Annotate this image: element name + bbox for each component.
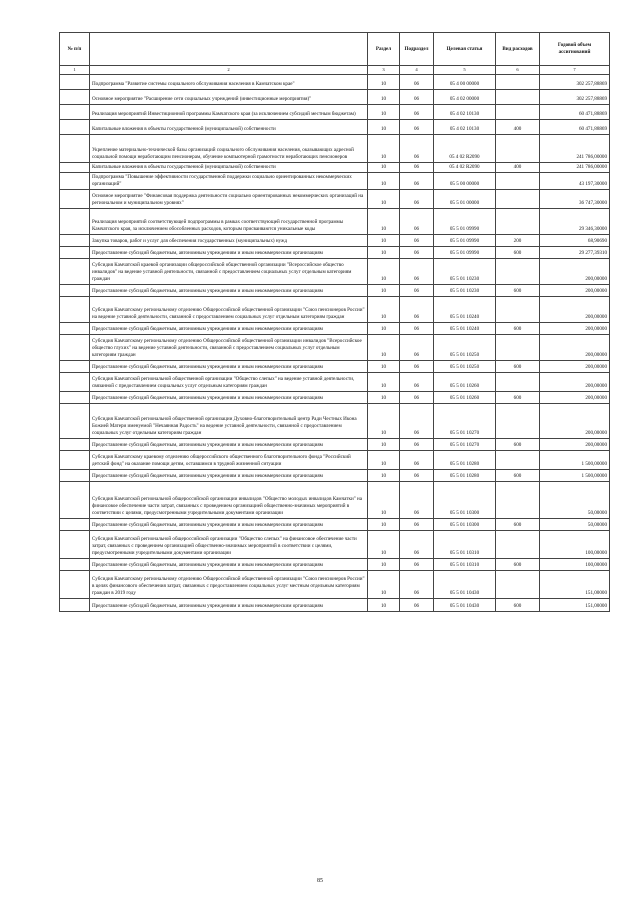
row-kind: 200 xyxy=(496,235,540,247)
row-target: 05 5 01 00000 xyxy=(434,190,496,209)
row-section: 10 xyxy=(368,559,400,571)
row-amount: 302 257,88869 xyxy=(540,90,610,105)
row-number xyxy=(60,361,90,373)
row-section: 10 xyxy=(368,190,400,209)
row-section: 10 xyxy=(368,531,400,559)
row-name: Предоставление субсидий бюджетным, автономным учреждениям и иным некоммерческим организациям xyxy=(90,470,368,482)
row-subsection: 06 xyxy=(400,90,434,105)
table-row xyxy=(60,285,610,297)
row-kind xyxy=(496,335,540,361)
row-subsection: 06 xyxy=(400,323,434,335)
row-number xyxy=(60,323,90,335)
row-amount: 200,00000 xyxy=(540,297,610,323)
row-number xyxy=(60,470,90,482)
table-row xyxy=(60,135,610,163)
row-name: Подпрограмма "Развитие системы социального обслуживания населения в Камчатском крае" xyxy=(90,75,368,90)
row-section: 10 xyxy=(368,323,400,335)
header-cell: Раздел xyxy=(368,33,400,66)
row-amount: 200,00000 xyxy=(540,392,610,404)
table-row xyxy=(60,173,610,190)
row-subsection: 06 xyxy=(400,190,434,209)
row-target: 05 5 01 09990 xyxy=(434,235,496,247)
row-amount: 60 471,88869 xyxy=(540,120,610,135)
row-kind: 600 xyxy=(496,247,540,259)
row-section: 10 xyxy=(368,90,400,105)
row-number xyxy=(60,285,90,297)
page-number: 85 xyxy=(317,878,323,884)
column-number: 7 xyxy=(540,66,610,75)
column-number: 5 xyxy=(434,66,496,75)
row-name: Предоставление субсидий бюджетным, автономным учреждениям и иным некоммерческим организациям xyxy=(90,247,368,259)
row-kind xyxy=(496,259,540,285)
table-row xyxy=(60,571,610,599)
row-target: 05 4 02 R2090 xyxy=(434,163,496,173)
table-body xyxy=(60,75,610,612)
row-kind xyxy=(496,190,540,209)
row-kind xyxy=(496,90,540,105)
row-target: 05 5 00 00000 xyxy=(434,173,496,190)
row-name: Капитальные вложения в объекты государственной (муниципальной) собственности xyxy=(90,120,368,135)
row-name: Укрепление материально-технической базы организаций социального обслуживания населения, оказывающих адресной социальной помощи неработающим пенсионерам, обучение компьютерной грамотности неработающих пенсионеров xyxy=(90,135,368,163)
row-number xyxy=(60,190,90,209)
row-number xyxy=(60,120,90,135)
row-amount: 68,90690 xyxy=(540,235,610,247)
row-name: Предоставление субсидий бюджетным, автономным учреждениям и иным некоммерческим организациям xyxy=(90,361,368,373)
row-number xyxy=(60,519,90,531)
row-section: 10 xyxy=(368,335,400,361)
row-section: 10 xyxy=(368,599,400,612)
row-kind: 600 xyxy=(496,285,540,297)
row-kind xyxy=(496,482,540,519)
row-amount: 100,00000 xyxy=(540,559,610,571)
row-name: Реализация мероприятий соответствующей подпрограммы в рамках соответствующей государственной программы Камчатского края, за исключением обособленных расходов, которым присваиваются уникальные коды xyxy=(90,209,368,235)
row-target: 05 5 01 10430 xyxy=(434,571,496,599)
row-number xyxy=(60,373,90,392)
table-row xyxy=(60,373,610,392)
row-kind: 600 xyxy=(496,599,540,612)
row-section: 10 xyxy=(368,392,400,404)
row-number xyxy=(60,259,90,285)
row-section: 10 xyxy=(368,120,400,135)
row-section: 10 xyxy=(368,163,400,173)
row-name: Предоставление субсидий бюджетным, автономным учреждениям и иным некоммерческим организациям xyxy=(90,519,368,531)
row-section: 10 xyxy=(368,209,400,235)
row-amount: 200,00000 xyxy=(540,323,610,335)
table-row xyxy=(60,235,610,247)
header-cell: Целевая статья xyxy=(434,33,496,66)
row-amount: 151,00000 xyxy=(540,599,610,612)
row-subsection: 06 xyxy=(400,297,434,323)
column-number: 2 xyxy=(90,66,368,75)
table-row xyxy=(60,163,610,173)
row-section: 10 xyxy=(368,571,400,599)
table-row xyxy=(60,120,610,135)
row-subsection: 06 xyxy=(400,470,434,482)
row-subsection: 06 xyxy=(400,335,434,361)
row-kind xyxy=(496,135,540,163)
row-kind xyxy=(496,209,540,235)
row-section: 10 xyxy=(368,105,400,120)
row-section: 10 xyxy=(368,173,400,190)
row-target: 05 5 01 10270 xyxy=(434,404,496,439)
row-subsection: 06 xyxy=(400,75,434,90)
row-name: Реализация мероприятий Инвестиционной программы Камчатского края (за исключением субсидий местным бюджетам) xyxy=(90,105,368,120)
row-name: Субсидия Камчатской региональной общероссийской организации инвалидов "Общество молодых инвалидов Камчатки" на финансовое обеспечение части затрат, связанных с проведением организацией общественно-значимых мероприятий в соответствии с целями, предусмотренными учредительными документами организации xyxy=(90,482,368,519)
row-target: 05 5 01 10260 xyxy=(434,392,496,404)
row-amount: 200,00000 xyxy=(540,361,610,373)
row-section: 10 xyxy=(368,297,400,323)
row-kind: 400 xyxy=(496,120,540,135)
row-subsection: 06 xyxy=(400,482,434,519)
row-subsection: 06 xyxy=(400,120,434,135)
row-subsection: 06 xyxy=(400,519,434,531)
table-row xyxy=(60,531,610,559)
row-name: Субсидия Камчатскому региональному отделению Общероссийской общественной организации "Союз пенсионеров России" в целях финансового обеспечения затрат, связанных с предоставлением социальных услуг местным отдельным категориям граждан в 2019 году xyxy=(90,571,368,599)
row-target: 05 5 01 10260 xyxy=(434,373,496,392)
row-amount: 1 500,00000 xyxy=(540,470,610,482)
row-amount: 200,00000 xyxy=(540,404,610,439)
row-target: 05 4 02 10130 xyxy=(434,105,496,120)
table-row xyxy=(60,190,610,209)
table-row xyxy=(60,599,610,612)
row-name: Субсидия Камчатскому краевому отделению общероссийского общественного благотворительного фонда "Российский детский фонд" на оказание помощи детям, оставшимся в трудной жизненной ситуации xyxy=(90,451,368,470)
table-row xyxy=(60,90,610,105)
table-row xyxy=(60,482,610,519)
column-number: 6 xyxy=(496,66,540,75)
row-subsection: 06 xyxy=(400,392,434,404)
row-name: Предоставление субсидий бюджетным, автономным учреждениям и иным некоммерческим организациям xyxy=(90,392,368,404)
row-section: 10 xyxy=(368,135,400,163)
row-subsection: 06 xyxy=(400,439,434,451)
column-number: 1 xyxy=(60,66,90,75)
row-name: Основное мероприятие "Расширение сети социальных учреждений (инвестиционные мероприятия)" xyxy=(90,90,368,105)
row-section: 10 xyxy=(368,361,400,373)
row-amount: 200,00000 xyxy=(540,373,610,392)
row-section: 10 xyxy=(368,470,400,482)
row-section: 10 xyxy=(368,451,400,470)
row-kind: 600 xyxy=(496,392,540,404)
row-subsection: 06 xyxy=(400,235,434,247)
row-target: 05 5 01 09990 xyxy=(434,209,496,235)
row-section: 10 xyxy=(368,259,400,285)
row-number xyxy=(60,173,90,190)
row-section: 10 xyxy=(368,235,400,247)
row-kind: 600 xyxy=(496,519,540,531)
row-subsection: 06 xyxy=(400,361,434,373)
row-number xyxy=(60,163,90,173)
row-name: Предоставление субсидий бюджетным, автономным учреждениям и иным некоммерческим организациям xyxy=(90,439,368,451)
header-cell: Годовой объем ассигнований xyxy=(540,33,610,66)
row-target: 05 5 01 10270 xyxy=(434,439,496,451)
row-kind xyxy=(496,531,540,559)
row-subsection: 06 xyxy=(400,163,434,173)
row-number xyxy=(60,599,90,612)
row-name: Субсидия Камчатскому региональному отделению Общероссийской общественной организации инвалидов "Всероссийское общество глухих" на ведение уставной деятельности, связанной с предоставлением социальных услуг отдельным категориям граждан xyxy=(90,335,368,361)
row-name: Подпрограмма "Повышение эффективности государственной поддержки социально ориентированных некоммерческих организаций" xyxy=(90,173,368,190)
row-amount: 1 500,00000 xyxy=(540,451,610,470)
row-amount: 151,00000 xyxy=(540,571,610,599)
row-target: 05 5 01 10430 xyxy=(434,599,496,612)
row-subsection: 06 xyxy=(400,373,434,392)
row-name: Предоставление субсидий бюджетным, автономным учреждениям и иным некоммерческим организациям xyxy=(90,599,368,612)
row-number xyxy=(60,90,90,105)
row-kind xyxy=(496,297,540,323)
table-header-row xyxy=(60,33,610,66)
row-amount: 200,00000 xyxy=(540,285,610,297)
row-section: 10 xyxy=(368,482,400,519)
table-row xyxy=(60,451,610,470)
row-number xyxy=(60,571,90,599)
row-section: 10 xyxy=(368,439,400,451)
row-section: 10 xyxy=(368,519,400,531)
row-kind: 600 xyxy=(496,559,540,571)
row-number xyxy=(60,75,90,90)
row-kind: 600 xyxy=(496,470,540,482)
row-name: Субсидия Камчатской краевой организации общероссийской общественной организации "Всероссийское общество инвалидов" на ведение уставной деятельности, связанной с предоставлением социальных услуг отдельным категориям граждан xyxy=(90,259,368,285)
row-target: 05 5 01 09990 xyxy=(434,247,496,259)
column-number: 4 xyxy=(400,66,434,75)
row-section: 10 xyxy=(368,247,400,259)
row-target: 05 5 01 10280 xyxy=(434,470,496,482)
column-number: 3 xyxy=(368,66,400,75)
row-amount: 29 277,39310 xyxy=(540,247,610,259)
row-kind: 400 xyxy=(496,163,540,173)
row-number xyxy=(60,482,90,519)
table-row xyxy=(60,404,610,439)
header-cell: Подраздел xyxy=(400,33,434,66)
column-number-row xyxy=(60,66,610,75)
row-number xyxy=(60,451,90,470)
row-kind xyxy=(496,75,540,90)
row-subsection: 06 xyxy=(400,451,434,470)
row-target: 05 5 01 10310 xyxy=(434,531,496,559)
row-subsection: 06 xyxy=(400,259,434,285)
row-target: 05 5 01 10250 xyxy=(434,361,496,373)
row-amount: 241 786,00000 xyxy=(540,163,610,173)
row-name: Субсидия Камчатской региональной общественной организации "Общество слепых" на ведение уставной деятельности, связанной с предоставлением социальных услуг отдельным категориям граждан xyxy=(90,373,368,392)
table-row xyxy=(60,335,610,361)
row-number xyxy=(60,297,90,323)
row-name: Основное мероприятие "Финансовая поддержка деятельности социально ориентированных некоммерческих организаций на региональном и муниципальном уровнях" xyxy=(90,190,368,209)
row-target: 05 5 01 10300 xyxy=(434,519,496,531)
table-row xyxy=(60,209,610,235)
header-cell: № п/п xyxy=(60,33,90,66)
row-amount: 43 197,30000 xyxy=(540,173,610,190)
table-row xyxy=(60,361,610,373)
table-row xyxy=(60,75,610,90)
row-subsection: 06 xyxy=(400,135,434,163)
row-amount: 50,00000 xyxy=(540,482,610,519)
table-row xyxy=(60,519,610,531)
row-amount: 200,00000 xyxy=(540,335,610,361)
row-amount: 29 346,30000 xyxy=(540,209,610,235)
row-name: Закупка товаров, работ и услуг для обеспечения государственных (муниципальных) нужд xyxy=(90,235,368,247)
row-target: 05 5 01 10250 xyxy=(434,335,496,361)
row-kind xyxy=(496,404,540,439)
table-row xyxy=(60,259,610,285)
row-amount: 50,00000 xyxy=(540,519,610,531)
row-name: Капитальные вложения в объекты государственной (муниципальной) собственности xyxy=(90,163,368,173)
row-subsection: 06 xyxy=(400,173,434,190)
row-number xyxy=(60,105,90,120)
row-subsection: 06 xyxy=(400,209,434,235)
row-number xyxy=(60,247,90,259)
row-name: Предоставление субсидий бюджетным, автономным учреждениям и иным некоммерческим организациям xyxy=(90,559,368,571)
row-section: 10 xyxy=(368,373,400,392)
table-row xyxy=(60,439,610,451)
row-number xyxy=(60,209,90,235)
row-amount: 36 747,30000 xyxy=(540,190,610,209)
row-subsection: 06 xyxy=(400,247,434,259)
row-amount: 60 471,88869 xyxy=(540,105,610,120)
row-target: 05 5 01 10240 xyxy=(434,323,496,335)
row-kind xyxy=(496,451,540,470)
row-name: Субсидия Камчатской региональной общероссийской организации "Общество слепых" на финансовое обеспечение части затрат, связанных с проведением организацией общественно-значимых мероприятий в соответствии с целями, предусмотренными учредительными документами организации xyxy=(90,531,368,559)
row-number xyxy=(60,135,90,163)
row-subsection: 06 xyxy=(400,531,434,559)
header-cell xyxy=(90,33,368,66)
row-subsection: 06 xyxy=(400,571,434,599)
row-number xyxy=(60,335,90,361)
row-subsection: 06 xyxy=(400,559,434,571)
table-row xyxy=(60,323,610,335)
row-name: Предоставление субсидий бюджетным, автономным учреждениям и иным некоммерческим организациям xyxy=(90,323,368,335)
row-kind xyxy=(496,105,540,120)
row-amount: 200,00000 xyxy=(540,439,610,451)
row-number xyxy=(60,559,90,571)
row-subsection: 06 xyxy=(400,599,434,612)
row-amount: 200,00000 xyxy=(540,259,610,285)
row-target: 05 5 01 10230 xyxy=(434,285,496,297)
row-number xyxy=(60,392,90,404)
row-number xyxy=(60,235,90,247)
row-target: 05 5 01 10230 xyxy=(434,259,496,285)
row-amount: 302 257,88869 xyxy=(540,75,610,90)
row-kind: 600 xyxy=(496,361,540,373)
row-number xyxy=(60,439,90,451)
table-row xyxy=(60,470,610,482)
row-kind xyxy=(496,173,540,190)
row-target: 05 4 02 R2090 xyxy=(434,135,496,163)
table-row xyxy=(60,105,610,120)
row-target: 05 4 02 10130 xyxy=(434,120,496,135)
row-target: 05 5 01 10300 xyxy=(434,482,496,519)
row-target: 05 5 01 10240 xyxy=(434,297,496,323)
row-number xyxy=(60,404,90,439)
row-kind: 600 xyxy=(496,439,540,451)
row-kind xyxy=(496,373,540,392)
table-row xyxy=(60,559,610,571)
row-subsection: 06 xyxy=(400,105,434,120)
row-target: 05 4 00 00000 xyxy=(434,75,496,90)
row-subsection: 06 xyxy=(400,404,434,439)
row-target: 05 4 02 00000 xyxy=(434,90,496,105)
row-name: Субсидия Камчатской региональной общественной организации Духовно-благотворительный центр Ради Честных Икона Божией Матери именуемой "Нечаянная Радость" на ведение уставной деятельности, связанной с предоставлением социальных услуг отдельным категориям граждан xyxy=(90,404,368,439)
header-cell: Вид расходов xyxy=(496,33,540,66)
row-target: 05 5 01 10280 xyxy=(434,451,496,470)
table-row xyxy=(60,392,610,404)
table-row xyxy=(60,247,610,259)
row-kind: 600 xyxy=(496,323,540,335)
row-subsection: 06 xyxy=(400,285,434,297)
row-kind xyxy=(496,571,540,599)
row-number xyxy=(60,531,90,559)
table-row xyxy=(60,297,610,323)
row-amount: 100,00000 xyxy=(540,531,610,559)
row-amount: 241 786,00000 xyxy=(540,135,610,163)
row-section: 10 xyxy=(368,285,400,297)
row-target: 05 5 01 10310 xyxy=(434,559,496,571)
row-name: Предоставление субсидий бюджетным, автономным учреждениям и иным некоммерческим организациям xyxy=(90,285,368,297)
row-section: 10 xyxy=(368,404,400,439)
budget-table xyxy=(59,32,610,612)
row-section: 10 xyxy=(368,75,400,90)
row-name: Субсидия Камчатскому региональному отделению Общероссийской общественной организации "Союз пенсионеров России" на ведение уставной деятельности, связанной с предоставлением социальных услуг отдельным категориям граждан xyxy=(90,297,368,323)
